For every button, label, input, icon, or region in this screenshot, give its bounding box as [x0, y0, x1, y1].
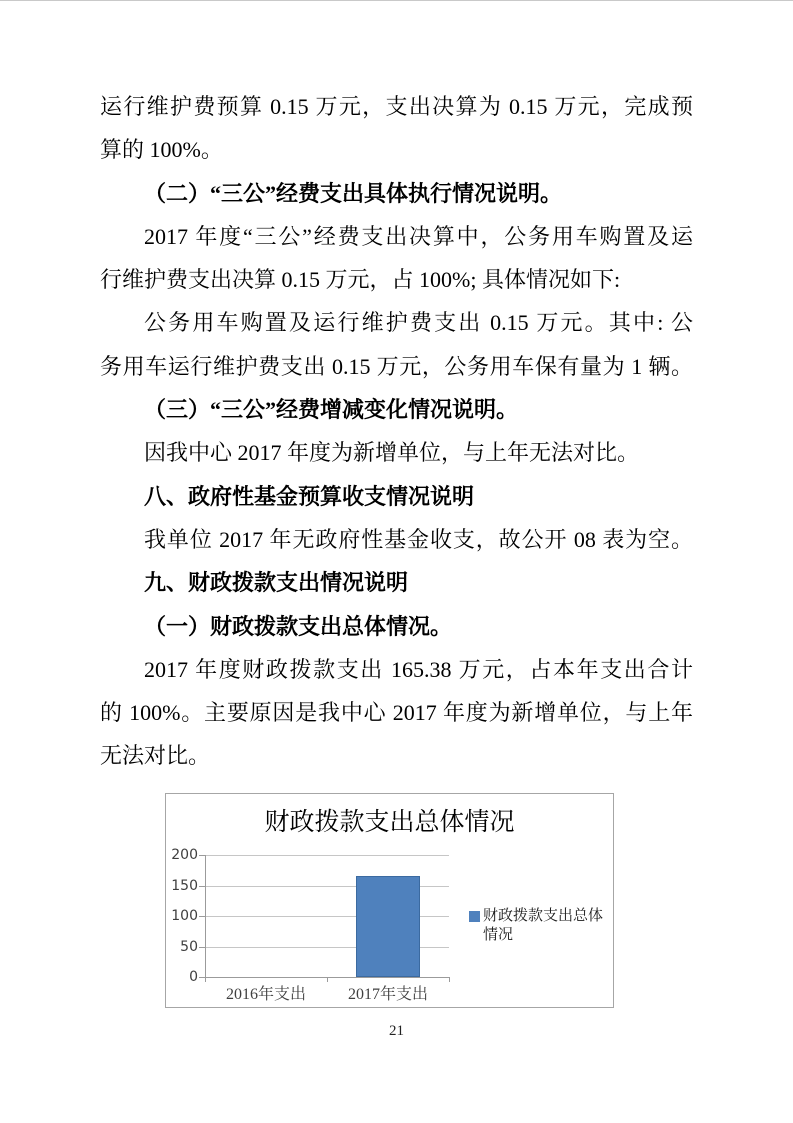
document-text-line: 因我中心 2017 年度为新增单位，与上年无法对比。 [144, 440, 640, 466]
document-heading-line: 九、财政拨款支出情况说明 [144, 570, 409, 596]
y-axis-tick-label: 200 [171, 847, 198, 863]
document-text-line: 的 100%。主要原因是我中心 2017 年度为新增单位，与上年 [100, 700, 693, 726]
document-text-line: 无法对比。 [100, 743, 211, 769]
y-axis-tick-label: 0 [189, 969, 198, 985]
x-axis-category-label: 2016年支出 [225, 986, 306, 1003]
legend-label: 财政拨款支出总体情况 [483, 908, 604, 943]
document-heading-line: （一）财政拨款支出总体情况。 [144, 613, 453, 639]
bar-chart [165, 793, 614, 1008]
document-heading-line: （三）“三公”经费增减变化情况说明。 [144, 397, 519, 423]
y-axis-tick-label: 100 [171, 908, 198, 924]
document-text-line: 2017 年度财政拨款支出 165.38 万元，占本年支出合计 [144, 656, 693, 682]
document-heading-line: 八、政府性基金预算收支情况说明 [144, 483, 475, 509]
document-text-line: 运行维护费预算 0.15 万元，支出决算为 0.15 万元，完成预 [100, 94, 693, 119]
page-number: 21 [389, 1023, 404, 1039]
document-text-line: 我单位 2017 年无政府性基金收支，故公开 08 表为空。 [144, 526, 693, 552]
x-axis-tick [205, 977, 206, 982]
y-axis-line [205, 855, 206, 977]
document-text-line: 算的 100%。 [100, 137, 223, 163]
document-text-block [100, 85, 693, 778]
chart-title: 财政拨款支出总体情况 [264, 809, 515, 836]
bar-2017年支出 [356, 876, 420, 977]
legend-swatch-icon [469, 911, 480, 922]
document-text-line: 行维护费支出决算 0.15 万元，占 100%; 具体情况如下: [100, 267, 621, 293]
document-text-line: 2017 年度“三公”经费支出决算中，公务用车购置及运 [144, 223, 693, 249]
x-axis-category-label: 2017年支出 [347, 986, 428, 1003]
chart-legend [469, 907, 611, 945]
y-gridline [205, 855, 449, 856]
x-axis-tick [449, 977, 450, 982]
document-heading-line: （二）“三公”经费支出具体执行情况说明。 [144, 180, 563, 206]
y-axis-tick-label: 150 [171, 878, 198, 894]
document-text-line: 务用车运行维护费支出 0.15 万元，公务用车保有量为 1 辆。 [100, 353, 693, 379]
y-axis-tick-label: 50 [180, 939, 198, 955]
document-text-line: 公务用车购置及运行维护费支出 0.15 万元。其中: 公 [144, 310, 693, 336]
x-axis-tick [327, 977, 328, 982]
